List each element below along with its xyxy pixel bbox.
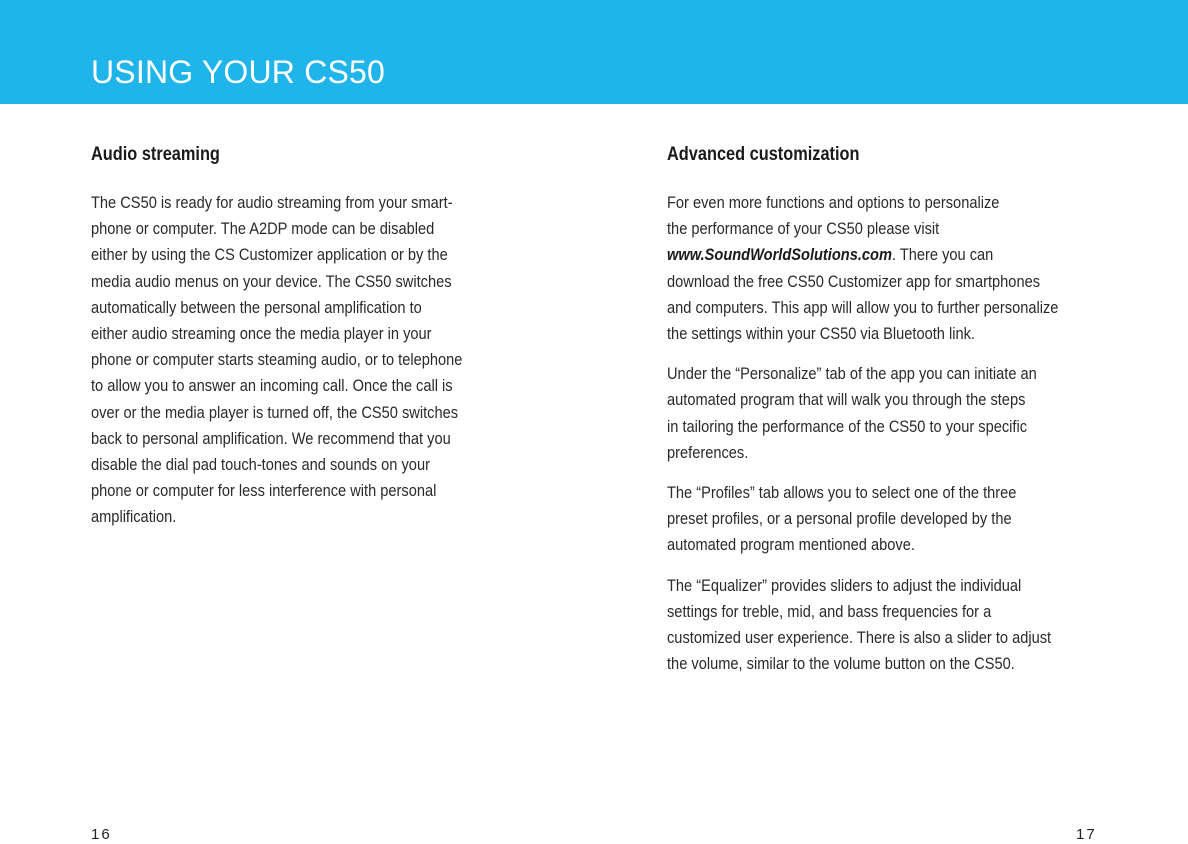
text-line: preferences. [667,442,749,462]
text-line: the volume, similar to the volume button on the CS50. [667,654,1015,674]
heading-audio-streaming: Audio streaming [91,144,220,165]
text-line: The “Profiles” tab allows you to select one of the three [667,483,1017,503]
text-line: amplification. [91,507,177,527]
right-column [667,140,1127,691]
profiles-tab-paragraph [667,480,1063,559]
audio-streaming-paragraph [91,190,487,531]
text-line: media audio menus on your device. The CS50 switches [91,271,452,291]
text-line: The CS50 is ready for audio streaming from your smart- [91,193,453,212]
text-line: phone or computer. The A2DP mode can be disabled [91,219,435,239]
text-line: phone or computer starts steaming audio, or to telephone [91,350,463,370]
website-link[interactable]: www.SoundWorldSolutions.com [667,245,892,265]
text-line [667,242,1063,268]
text-line: For even more functions and options to personalize [667,193,1000,212]
text-line: download the free CS50 Customizer app for smartphones [667,271,1041,291]
customization-intro-paragraph [667,190,1063,347]
text-line: automated program mentioned above. [667,535,915,555]
text-fragment: . There you can [891,245,994,265]
text-line: Under the “Personalize” tab of the app you can initiate an [667,364,1037,384]
text-line: either audio streaming once the media player in your [91,324,432,344]
page-number-left: 16 [91,826,112,843]
page-title: USING YOUR CS50 [91,54,386,90]
text-line: disable the dial pad touch-tones and sounds on your [91,455,430,475]
text-line: automatically between the personal amplification to [91,297,422,317]
heading-advanced-customization: Advanced customization [667,144,860,165]
page-number-right: 17 [1076,826,1097,843]
text-line: the performance of your CS50 please visit [667,219,940,239]
text-line: phone or computer for less interference with personal [91,481,437,501]
text-line: in tailoring the performance of the CS50 to your specific [667,416,1028,436]
text-line: the settings within your CS50 via Bluetooth link. [667,324,976,344]
text-line: to allow you to answer an incoming call. Once the call is [91,376,453,396]
header-band [0,0,1188,104]
text-line: back to personal amplification. We recommend that you [91,428,451,448]
left-column [91,140,551,545]
text-line: automated program that will walk you through the steps [667,390,1026,410]
equalizer-paragraph [667,573,1063,678]
text-line: and computers. This app will allow you to further personalize [667,297,1059,317]
text-line: customized user experience. There is also a slider to adjust [667,628,1052,648]
personalize-tab-paragraph [667,361,1063,466]
text-line: either by using the CS Customizer application or by the [91,245,448,265]
text-line: settings for treble, mid, and bass frequencies for a [667,601,992,621]
text-line: The “Equalizer” provides sliders to adjust the individual [667,575,1022,595]
text-line: over or the media player is turned off, the CS50 switches [91,402,459,422]
text-line: preset profiles, or a personal profile developed by the [667,509,1012,529]
